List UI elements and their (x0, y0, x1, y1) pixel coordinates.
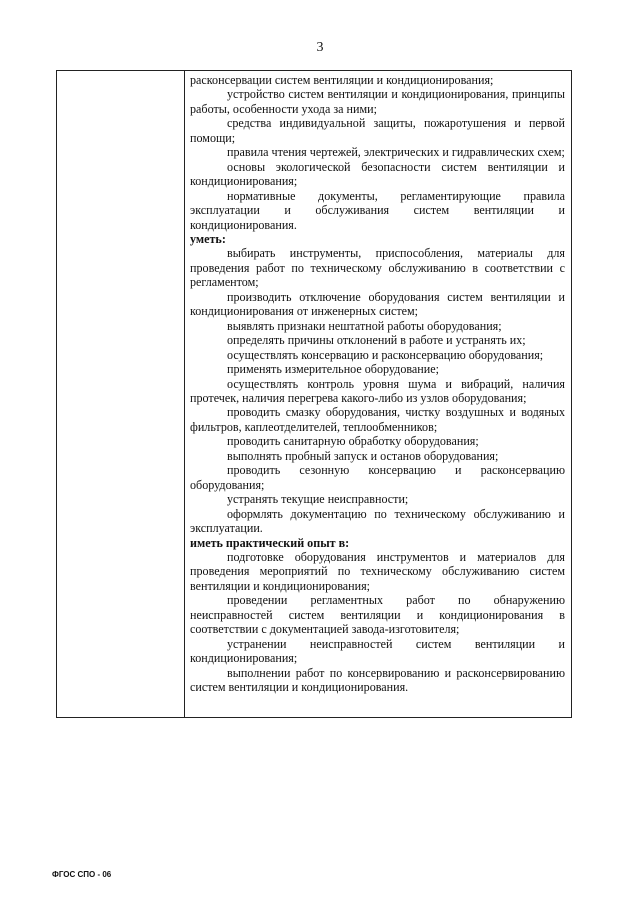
skill-item: проводить смазку оборудования, чистку воздушных и водяных фильтров, каплеотделителей, теплообменников; (190, 405, 565, 434)
experience-heading: иметь практический опыт в: (190, 535, 350, 550)
skill-item: осуществлять контроль уровня шума и вибраций, наличия протечек, наличия перегрева какого-либо из узлов оборудования; (190, 376, 565, 405)
skill-item: проводить санитарную обработку оборудования; (227, 434, 479, 449)
page-number: 3 (316, 40, 324, 55)
experience-item: выполнении работ по консервированию и расконсервированию систем вентиляции и кондиционирования. (190, 665, 565, 695)
knowledge-item: нормативные документы, регламентирующие правила эксплуатации и обслуживания систем вентиляции и кондиционирования. (190, 188, 565, 232)
knowledge-item: основы экологической безопасности систем вентиляции и кондиционирования; (190, 159, 565, 189)
skill-item: выполнять пробный запуск и останов оборудования; (227, 448, 499, 463)
skill-item: выбирать инструменты, приспособления, материалы для проведения работ по техническому обслуживанию в соответствии с регламентом; (190, 246, 565, 290)
table-right-cell (185, 71, 571, 717)
continuation-line: расконсервации систем вентиляции и кондиционирования; (190, 73, 494, 87)
skill-item: оформлять документацию по техническому обслуживанию и эксплуатации. (190, 506, 565, 536)
knowledge-item: средства индивидуальной защиты, пожаротушения и первой помощи; (190, 116, 565, 145)
experience-item: проведении регламентных работ по обнаружению неисправностей систем вентиляции и кондиционирования в соответствии с документацией завода-изготовителя; (190, 593, 565, 637)
skill-item: проводить сезонную консервацию и расконсервацию оборудования; (190, 463, 565, 492)
skill-item: определять причины отклонений в работе и устранять их; (227, 333, 526, 348)
skill-item: применять измерительное оборудование; (227, 362, 439, 377)
skills-heading: уметь: (190, 231, 226, 246)
skill-item: производить отключение оборудования систем вентиляции и кондиционирования от инженерных систем; (190, 289, 565, 319)
table-left-cell (57, 71, 185, 717)
experience-item: устранении неисправностей систем вентиляции и кондиционирования; (190, 636, 565, 666)
knowledge-item: правила чтения чертежей, электрических и гидравлических схем; (227, 145, 565, 160)
skill-item: выявлять признаки нештатной работы оборудования; (227, 318, 502, 333)
skill-item: устранять текущие неисправности; (227, 492, 409, 507)
document-footer: ФГОС СПО - 06 (52, 870, 112, 879)
experience-item: подготовке оборудования инструментов и материалов для проведения мероприятий по техническому обслуживанию систем вентиляции и кондиционирования; (190, 549, 565, 593)
knowledge-item: устройство систем вентиляции и кондиционирования, принципы работы, особенности ухода за ними; (190, 87, 565, 116)
requirements-table (56, 70, 572, 718)
skill-item: осуществлять консервацию и расконсервацию оборудования; (227, 347, 544, 362)
